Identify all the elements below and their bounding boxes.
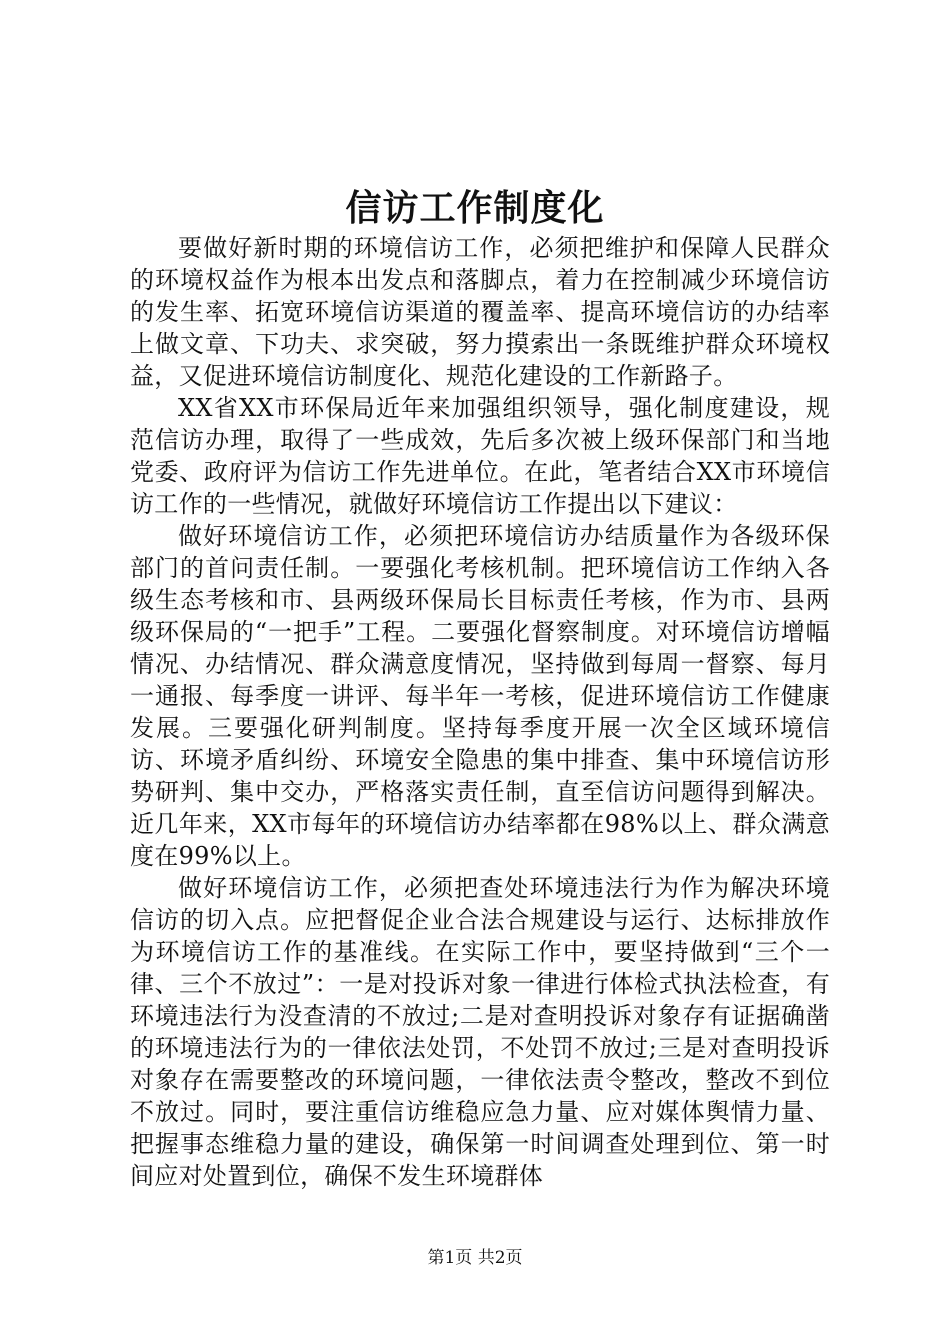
paragraph-2: XX省XX市环保局近年来加强组织领导，强化制度建设，规范信访办理，取得了一些成效，先后多次被上级环保部门和当地党委、政府评为信访工作先进单位。在此，笔者结合XX市环境信访工作的一些情况，就做好环境信访工作提出以下建议： xyxy=(130,394,830,518)
paragraph-3: 做好环境信访工作，必须把环境信访办结质量作为各级环保部门的首问责任制。一要强化考核机制。把环境信访工作纳入各级生态考核和市、县两级环保局长目标责任考核，作为市、县两级环保局的“一把手”工程。二要强化督察制度。对环境信访增幅情况、办结情况、群众满意度情况，坚持做到每周一督察、每月一通报、每季度一讲评、每半年一考核，促进环境信访工作健康发展。三要强化研判制度。坚持每季度开展一次全区域环境信访、环境矛盾纠纷、环境安全隐患的集中排查、集中环境信访形势研判、集中交办，严格落实责任制，直至信访问题得到解决。近几年来，XX市每年的环境信访办结率都在98%以上、群众满意度在99%以上。 xyxy=(130,522,830,870)
paragraph-4: 做好环境信访工作，必须把查处环境违法行为作为解决环境信访的切入点。应把督促企业合法合规建设与运行、达标排放作为环境信访工作的基准线。在实际工作中，要坚持做到“三个一律、三个不放过”：一是对投诉对象一律进行体检式执法检查，有环境违法行为没查清的不放过;二是对查明投诉对象存有证据确凿的环境违法行为的一律依法处罚，不处罚不放过;三是对查明投诉对象存在需要整改的环境问题，一律依法责令整改，整改不到位不放过。同时，要注重信访维稳应急力量、应对媒体舆情力量、把握事态维稳力量的建设，确保第一时间调查处理到位、第一时间应对处置到位，确保不发生环境群体 xyxy=(130,874,830,1190)
paragraph-1: 要做好新时期的环境信访工作，必须把维护和保障人民群众的环境权益作为根本出发点和落脚点，着力在控制减少环境信访的发生率、拓宽环境信访渠道的覆盖率、提高环境信访的办结率上做文章、下功夫、求突破，努力摸索出一条既维护群众环境权益，又促进环境信访制度化、规范化建设的工作新路子。 xyxy=(130,234,830,390)
page-number-footer: 第1页 共2页 xyxy=(427,1248,523,1268)
document-body xyxy=(130,232,830,1192)
document-title: 信访工作制度化 xyxy=(345,187,605,229)
